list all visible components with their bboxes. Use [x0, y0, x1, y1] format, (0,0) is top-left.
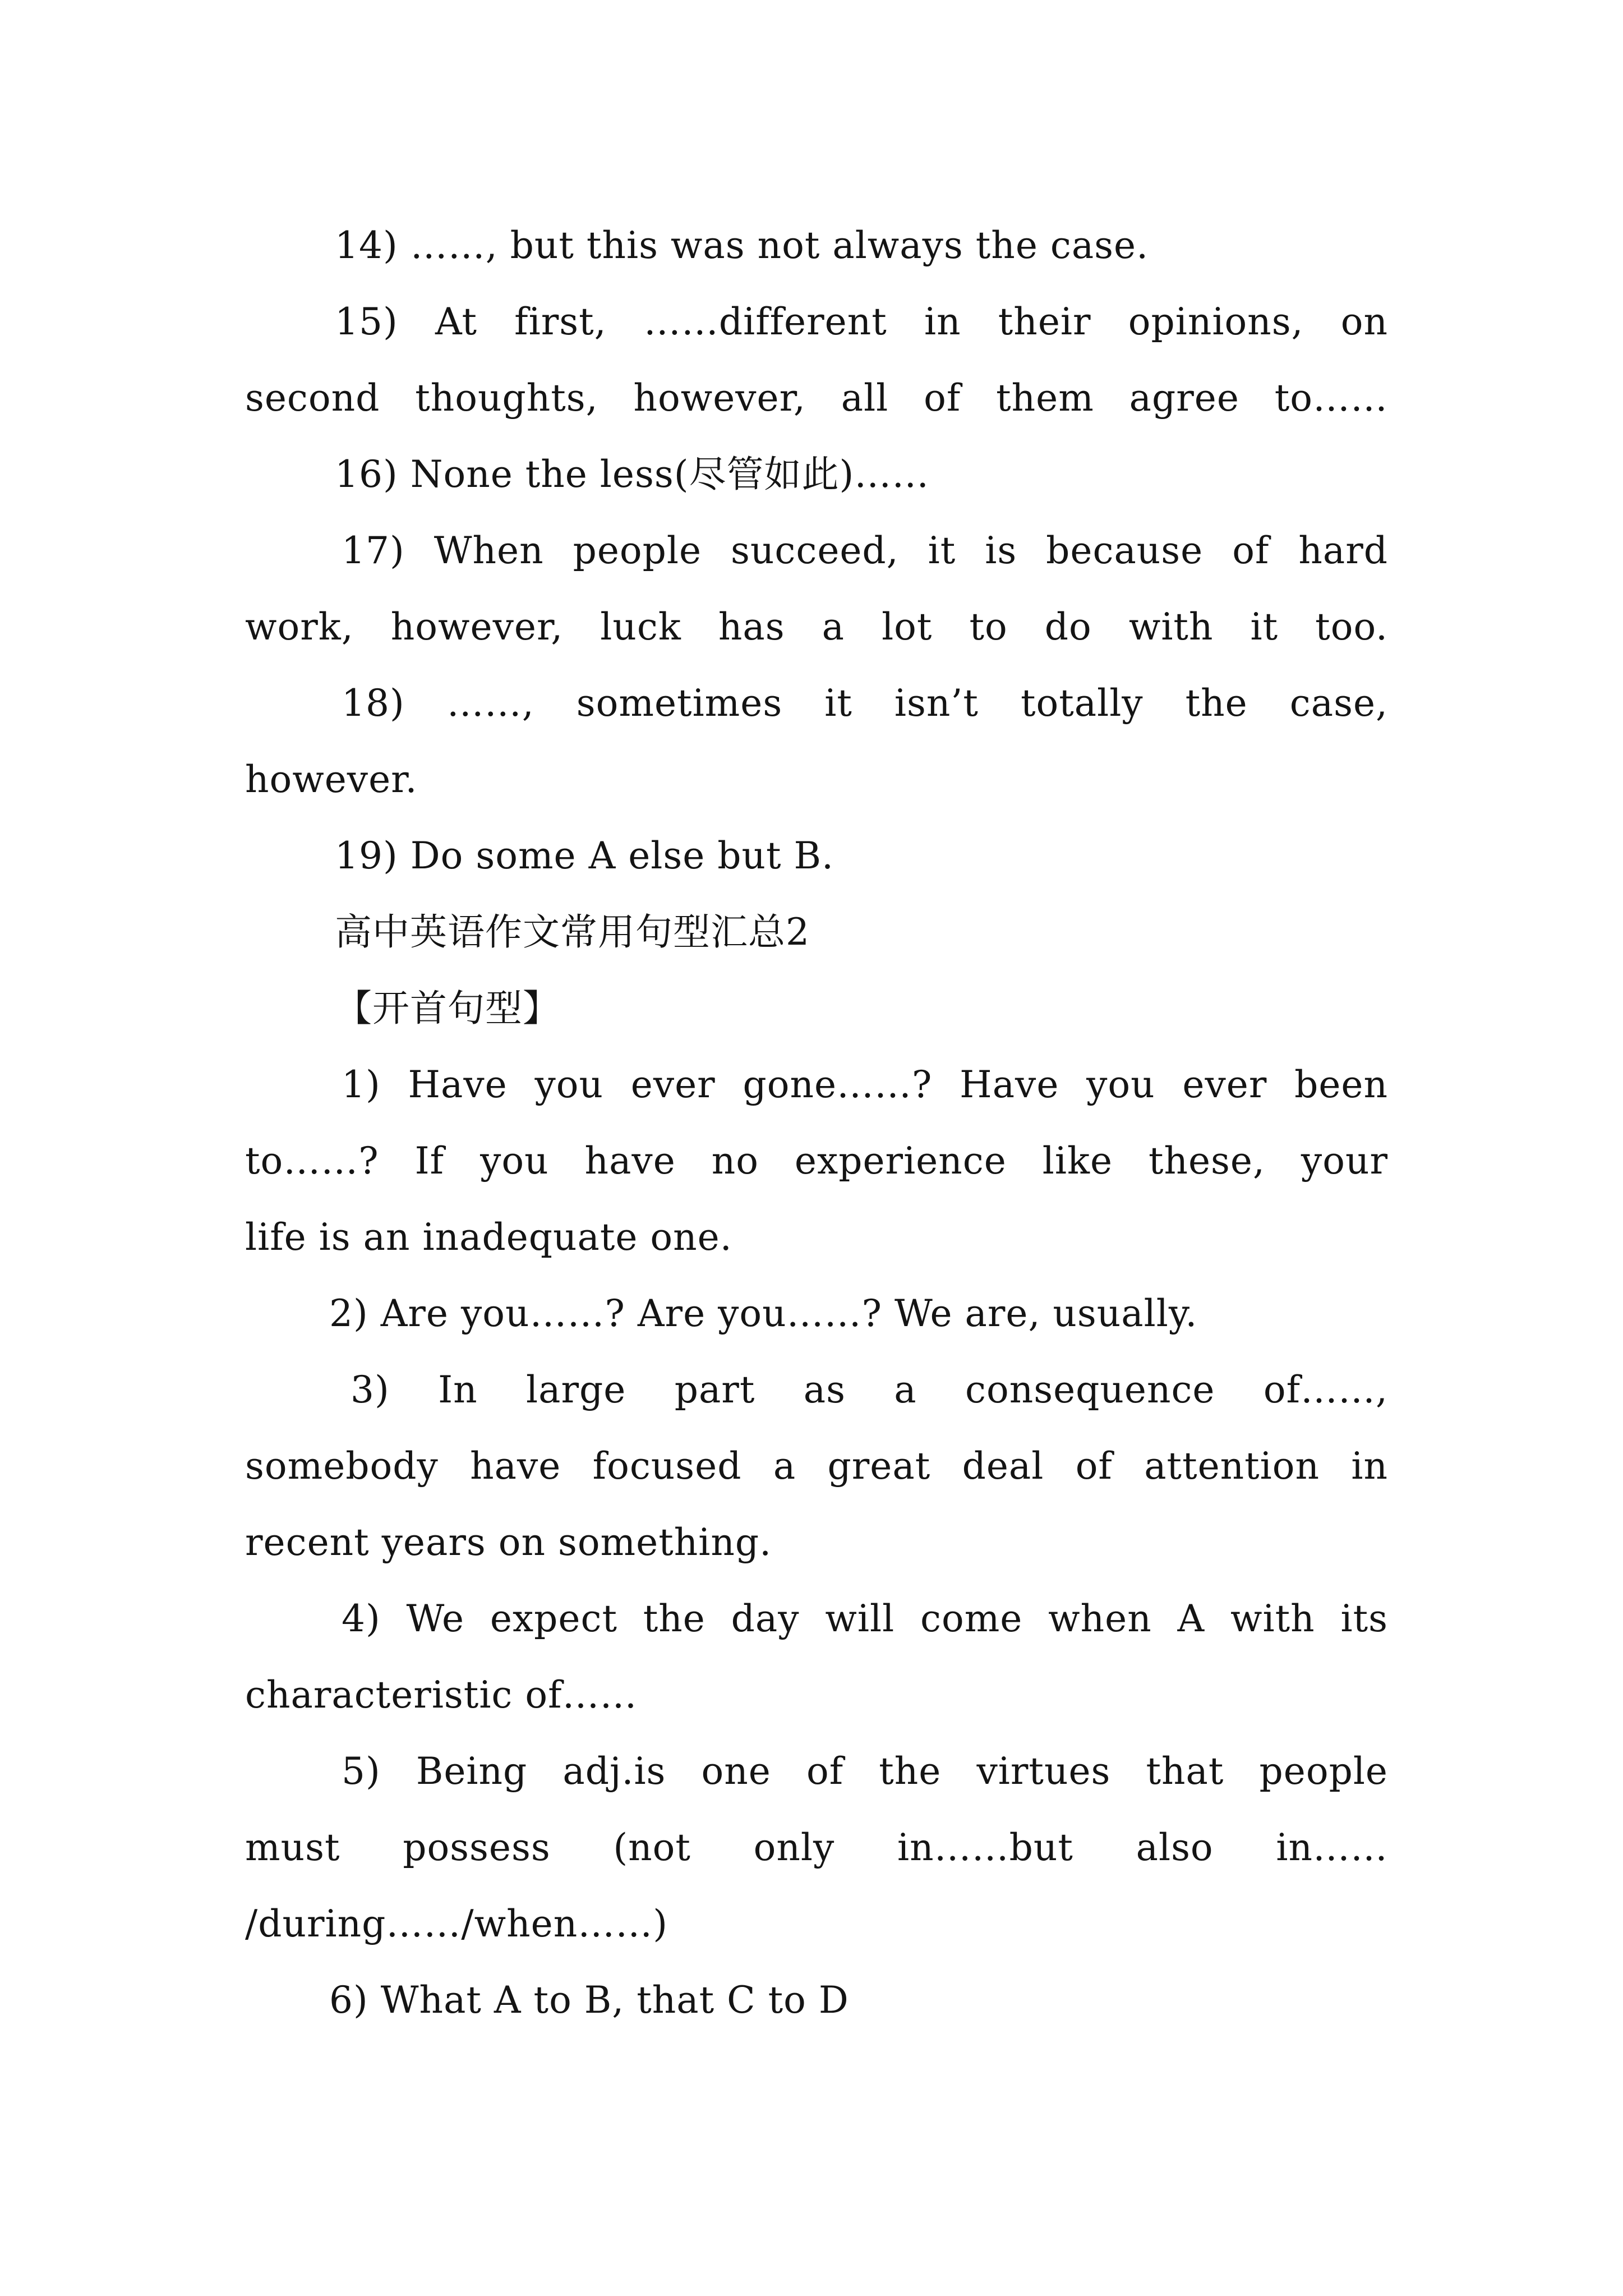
line-item-14: 14) ……, but this was not always the case. [335, 224, 1149, 267]
line-item-3-cont: somebody have focused a great deal of attention in [245, 1444, 1388, 1488]
section-subtitle: 【开首句型】 [335, 987, 560, 1030]
line-item-18-cont: however. [245, 758, 418, 801]
line-item-16: 16) None the less(尽管如此)…… [335, 453, 930, 496]
section-title: 高中英语作文常用句型汇总2 [335, 910, 810, 954]
line-item-3: 3) In large part as a consequence of……, [351, 1368, 1388, 1411]
line-item-5-cont-2: /during……/when……) [245, 1902, 668, 1945]
line-item-18: 18) ……, sometimes it isn’t totally the case, [342, 682, 1388, 725]
line-item-5: 5) Being adj.is one of the virtues that people [342, 1750, 1388, 1793]
line-item-4-cont: characteristic of…… [245, 1673, 638, 1717]
line-item-1-cont: to……? If you have no experience like these, your [245, 1139, 1388, 1182]
line-item-17-cont: work, however, luck has a lot to do with it too. [245, 605, 1388, 648]
line-item-1-cont-2: life is an inadequate one. [245, 1216, 732, 1259]
line-item-4: 4) We expect the day will come when A with its [342, 1597, 1388, 1640]
line-item-15-cont: second thoughts, however, all of them agree to…… [245, 376, 1388, 420]
line-item-15: 15) At first, ……different in their opinions, on [335, 300, 1388, 343]
line-item-1: 1) Have you ever gone……? Have you ever been [342, 1063, 1388, 1106]
line-item-17: 17) When people succeed, it is because of hard [342, 529, 1388, 572]
line-item-5-cont: must possess (not only in……but also in…… [245, 1826, 1388, 1869]
line-item-3-cont-2: recent years on something. [245, 1521, 772, 1564]
line-item-19: 19) Do some A else but B. [335, 834, 834, 877]
document-body [245, 208, 1388, 2039]
line-item-6: 6) What A to B, that C to D [329, 1978, 849, 2022]
line-item-2: 2) Are you……? Are you……? We are, usually. [329, 1292, 1198, 1335]
